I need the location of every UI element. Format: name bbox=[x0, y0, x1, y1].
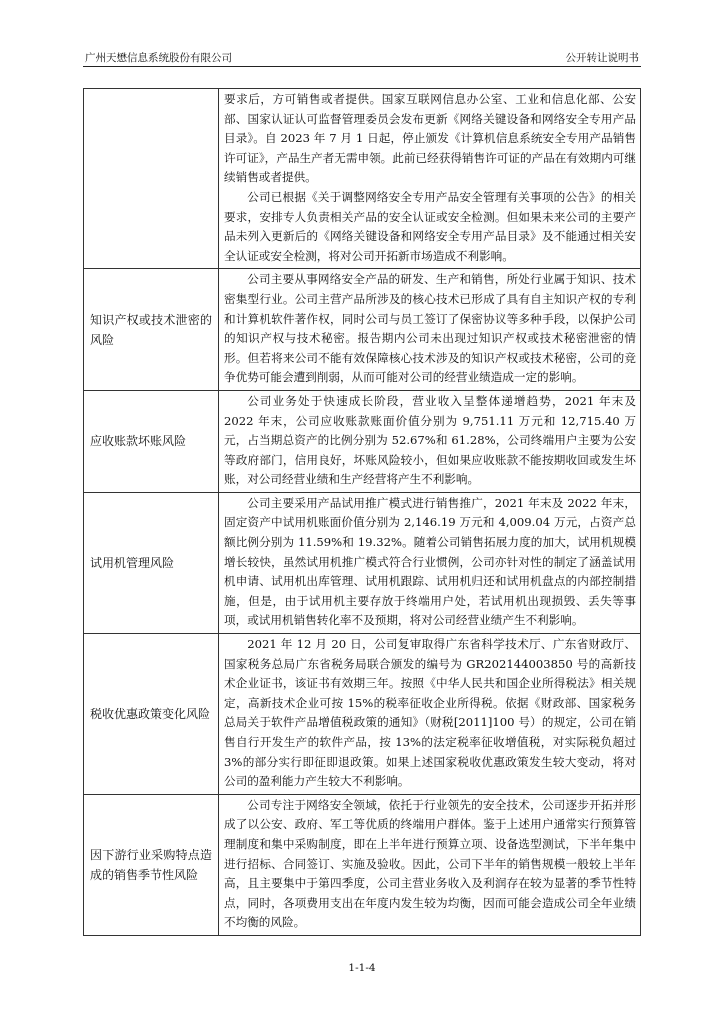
risk-row bbox=[84, 794, 641, 935]
risk-description bbox=[219, 269, 641, 391]
risk-row bbox=[84, 390, 641, 492]
risk-name: 知识产权或技术泄密的风险 bbox=[84, 269, 219, 391]
risk-paragraph: 公司专注于网络安全领域，依托于行业领先的安全技术，公司逐步开拓并形成了以公安、政府、军工等优质的终端用户群体。鉴于上述用户通常实行预算管理制度和集中采购制度，即在上半年进行预算立项、设备选型测试，下半年集中进行招标、合同签订、实施及验收。因此，公司下半年的销售规模一般较上半年高，且主要集中于第四季度，公司主营业务收入及利润存在较为显著的季节性特点，同时，各项费用支出在年度内发生较为均衡，因而可能会造成公司全年业绩不均衡的风险。 bbox=[224, 797, 636, 930]
risk-description bbox=[219, 634, 641, 795]
risk-description bbox=[219, 794, 641, 935]
risk-name: 因下游行业采购特点造成的销售季节性风险 bbox=[84, 794, 219, 935]
page-number: 1-1-4 bbox=[348, 962, 376, 974]
document-title: 公开转让说明书 bbox=[565, 52, 639, 64]
risk-name: 试用机管理风险 bbox=[84, 492, 219, 633]
risk-name: 税收优惠政策变化风险 bbox=[84, 634, 219, 795]
risk-name bbox=[84, 89, 219, 269]
risk-paragraph: 要求后，方可销售或者提供。国家互联网信息办公室、工业和信息化部、公安部、国家认证认可监督管理委员会发布更新《网络关键设备和网络安全专用产品目录》。自 2023 年 7 月 1 日起，停止颁发《计算机信息系统安全专用产品销售许可证》，产品生产者无需申领。此前已经获得销售许可证的产品在有效期内可继续销售或者提供。 bbox=[224, 92, 636, 185]
risk-row bbox=[84, 492, 641, 633]
risk-paragraph: 公司主要采用产品试用推广模式进行销售推广，2021 年末及 2022 年末，固定资产中试用机账面价值分别为 2,146.19 万元和 4,009.04 万元，占资产总额比例分别为 11.59%和 19.32%。随着公司销售拓展力度的加大，试用机规模增长较快，虽然试用机推广模式符合行业惯例，公司亦针对性的制定了涵盖试用机申请、试用机出库管理、试用机跟踪、试用机归还和试用机盘点的内部控制措施，但是，由于试用机主要存放于终端用户处，若试用机出现损毁、丢失等事项，或试用机销售转化率不及预期，将对公司经营业绩产生不利影响。 bbox=[224, 495, 636, 628]
risk-name: 应收账款坏账风险 bbox=[84, 390, 219, 492]
company-name: 广州天懋信息系统股份有限公司 bbox=[85, 52, 232, 64]
page-header bbox=[83, 50, 641, 67]
risk-paragraph: 2021 年 12 月 20 日，公司复审取得广东省科学技术厅、广东省财政厅、国家税务总局广东省税务局联合颁发的编号为 GR202144003850 号的高新技术企业证书，该证书有效期三年。按照《中华人民共和国企业所得税法》相关规定，高新技术企业可按 15%的税率征收企业所得税。依据《财政部、国家税务总局关于软件产品增值税政策的通知》（财税[2011]100 号）的规定，公司在销售自行开发生产的软件产品，按 13%的法定税率征收增值税，对实际税负超过 3%的部分实行即征即退政策。如果上述国家税收优惠政策发生较大变动，将对公司的盈利能力产生较大不利影响。 bbox=[224, 637, 636, 789]
risk-description bbox=[219, 390, 641, 492]
risk-row bbox=[84, 634, 641, 795]
risk-row bbox=[84, 89, 641, 269]
risk-paragraph: 公司业务处于快速成长阶段，营业收入呈整体递增趋势，2021 年末及 2022 年末，公司应收账款账面价值分别为 9,751.11 万元和 12,715.40 万元，占当期总资产的比例分别为 52.67%和 61.28%，公司终端用户主要为公安等政府部门，信用良好，坏账风险较小，但如果应收账款不能按期收回或发生坏账，对公司经营业绩和生产经营将产生不利影响。 bbox=[224, 393, 636, 487]
risk-table bbox=[83, 88, 641, 936]
risk-row bbox=[84, 269, 641, 391]
risk-description bbox=[219, 492, 641, 633]
risk-paragraph: 公司主要从事网络安全产品的研发、生产和销售，所处行业属于知识、技术密集型行业。公司主营产品所涉及的核心技术已形成了具有自主知识产权的专利和计算机软件著作权，同时公司与员工签订了保密协议等多种手段，以保护公司的知识产权与技术秘密。报告期内公司未出现过知识产权或技术秘密泄密的情形。但若将来公司不能有效保障核心技术涉及的知识产权或技术秘密，公司的竞争优势可能会遭到削弱，从而可能对公司的经营业绩造成一定的影响。 bbox=[224, 272, 636, 385]
risk-paragraph: 公司已根据《关于调整网络安全专用产品安全管理有关事项的公告》的相关要求，安排专人负责相关产品的安全认证或安全检测。但如果未来公司的主要产品未列入更新后的《网络关键设备和网络安全专用产品目录》及不能通过相关安全认证或安全检测，将对公司开拓新市场造成不利影响。 bbox=[224, 189, 636, 263]
risk-description bbox=[219, 89, 641, 269]
